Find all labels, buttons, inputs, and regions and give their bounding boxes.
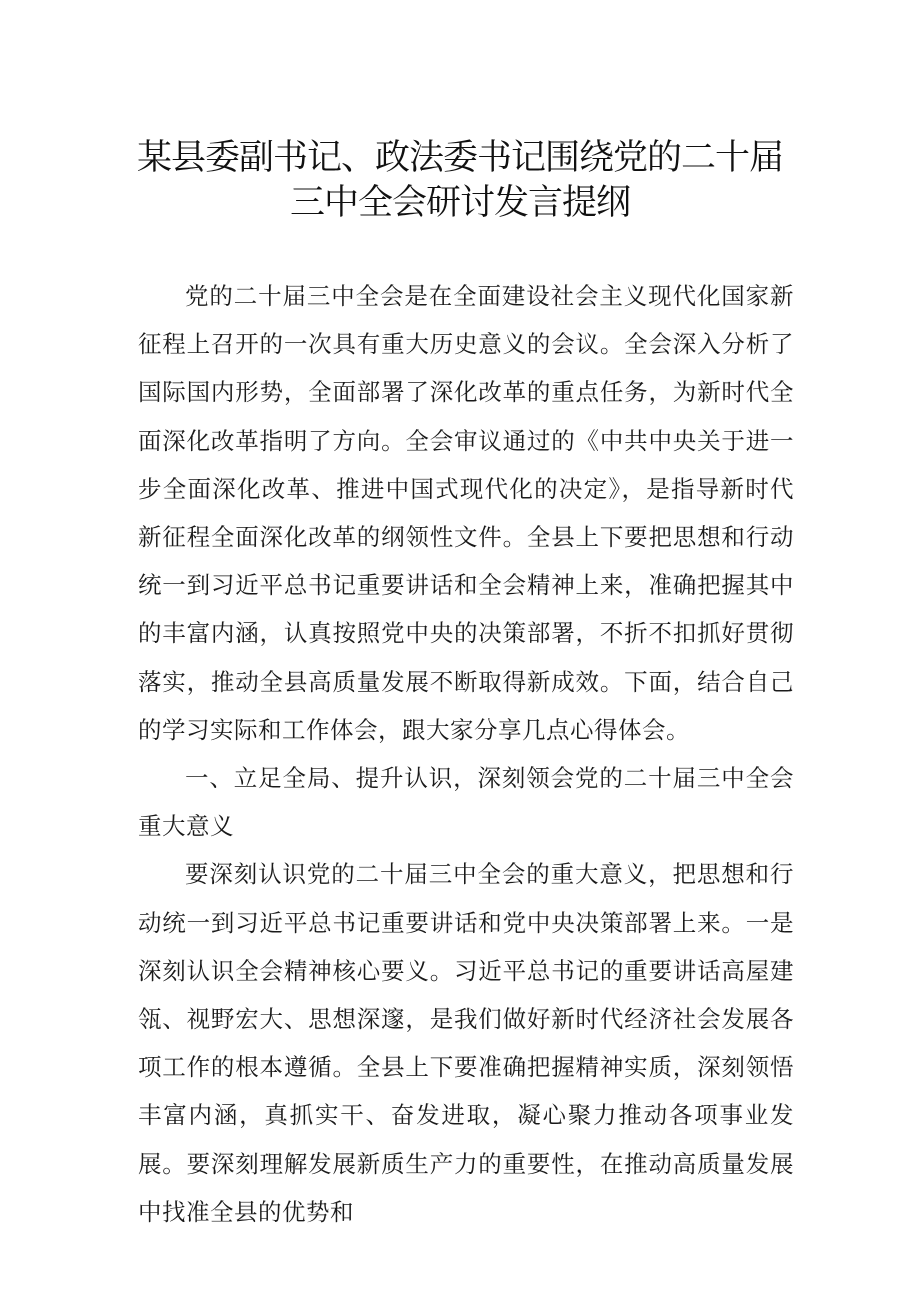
document-body xyxy=(138,272,794,1236)
paragraph-section-1: 要深刻认识党的二十届三中全会的重大意义，把思想和行动统一到习近平总书记重要讲话和党中央决策部署上来。一是深刻认识全会精神核心要义。习近平总书记的重要讲话高屋建瓴、视野宏大、思想深邃，是我们做好新时代经济社会发展各项工作的根本遵循。全县上下要准确把握精神实质，深刻领悟丰富内涵，真抓实干、奋发进取，凝心聚力推动各项事业发展。要深刻理解发展新质生产力的重要性，在推动高质量发展中找准全县的优势和 xyxy=(138,860,794,1226)
paragraph-intro: 党的二十届三中全会是在全面建设社会主义现代化国家新征程上召开的一次具有重大历史意义的会议。全会深入分析了国际国内形势，全面部署了深化改革的重点任务，为新时代全面深化改革指明了方向。全会审议通过的《中共中央关于进一步全面深化改革、推进中国式现代化的决定》，是指导新时代新征程全面深化改革的纲领性文件。全县上下要把思想和行动统一到习近平总书记重要讲话和全会精神上来，准确把握其中的丰富内涵，认真按照党中央的决策部署，不折不扣抓好贯彻落实，推动全县高质量发展不断取得新成效。下面，结合自己的学习实际和工作体会，跟大家分享几点心得体会。 xyxy=(138,282,794,744)
document-title-line-1: 某县委副书记、政法委书记围绕党的二十届 xyxy=(136,138,783,178)
section-heading-1: 一、立足全局、提升认识，深刻领会党的二十届三中全会重大意义 xyxy=(138,764,794,841)
document-title-line-2: 三中全会研讨发言提纲 xyxy=(289,183,630,223)
